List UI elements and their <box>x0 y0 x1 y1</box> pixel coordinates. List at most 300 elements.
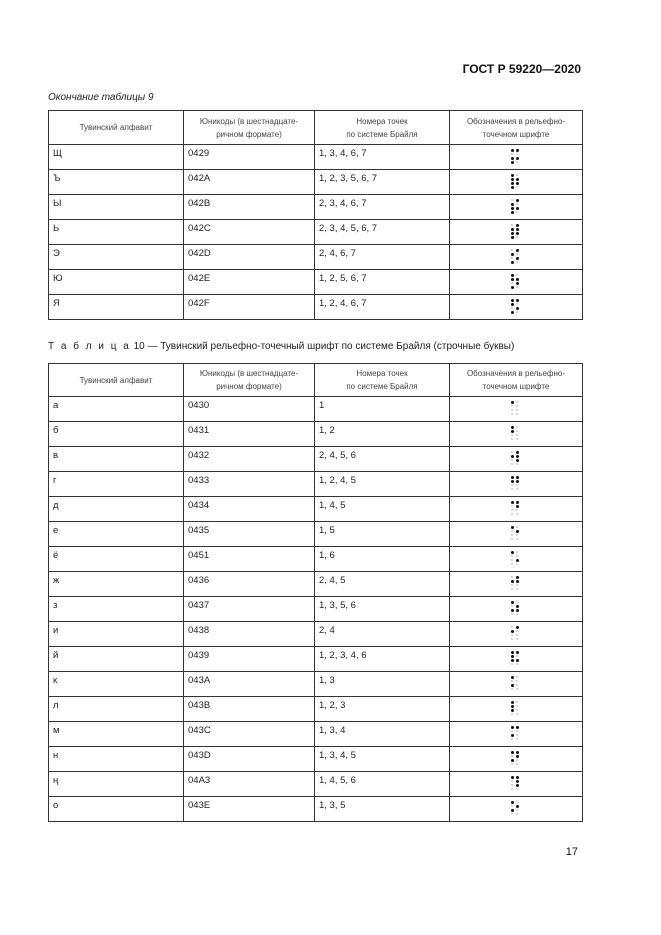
braille-dot <box>511 311 514 314</box>
dot-numbers-cell: 1, 3, 5 <box>315 797 450 822</box>
letter-cell: л <box>49 697 184 722</box>
column-header-alphabet: Тувинский алфавит <box>49 364 184 397</box>
braille-dot <box>511 236 514 239</box>
table-row <box>49 270 583 295</box>
braille-cell <box>450 797 583 822</box>
braille-cell <box>450 245 583 270</box>
table-row <box>49 597 583 622</box>
braille-dot <box>516 261 518 263</box>
braille-dot <box>511 676 514 679</box>
braille-dot <box>516 199 519 202</box>
letter-cell: Ь <box>49 220 184 245</box>
braille-dot <box>511 763 513 765</box>
dot-numbers-cell: 2, 4, 5, 6 <box>315 447 450 472</box>
braille-dot <box>516 788 518 790</box>
braille-dot <box>511 463 513 465</box>
braille-dot <box>511 434 513 436</box>
braille-dot <box>511 211 514 214</box>
braille-dot <box>511 784 513 786</box>
braille-symbol <box>511 174 521 190</box>
braille-dot <box>516 232 519 235</box>
letter-cell: Ъ <box>49 170 184 195</box>
braille-symbol <box>511 726 521 742</box>
braille-symbol <box>511 401 521 417</box>
braille-dot <box>516 278 519 281</box>
braille-dot <box>511 232 514 235</box>
unicode-cell: 043C <box>184 722 315 747</box>
unicode-cell: 043E <box>184 797 315 822</box>
braille-cell <box>450 170 583 195</box>
braille-cell <box>450 472 583 497</box>
braille-dot <box>516 705 518 707</box>
braille-dot <box>511 278 514 281</box>
braille-dot <box>516 224 519 227</box>
braille-dot <box>511 705 514 708</box>
dot-numbers-cell: 1, 2, 3 <box>315 697 450 722</box>
unicode-cell: 0433 <box>184 472 315 497</box>
page-number: 17 <box>565 846 578 858</box>
braille-dot <box>511 609 514 612</box>
table-row <box>49 722 583 747</box>
braille-cell <box>450 397 583 422</box>
braille-dot <box>516 626 519 629</box>
braille-dot <box>511 282 513 284</box>
braille-cell <box>450 497 583 522</box>
dot-numbers-cell: 1, 4, 5, 6 <box>315 772 450 797</box>
braille-cell <box>450 447 583 472</box>
braille-symbol <box>511 299 521 315</box>
braille-dot <box>516 759 518 761</box>
braille-dot <box>511 186 514 189</box>
braille-dot <box>516 274 518 276</box>
braille-dot <box>516 236 518 238</box>
braille-dot <box>516 588 518 590</box>
table-row <box>49 547 583 572</box>
braille-dot <box>516 809 518 811</box>
braille-dot <box>516 680 518 682</box>
braille-dot <box>511 484 513 486</box>
braille-cell <box>450 622 583 647</box>
braille-dot <box>516 513 518 515</box>
table-row <box>49 697 583 722</box>
braille-dot <box>511 651 514 654</box>
unicode-cell: 0430 <box>184 397 315 422</box>
braille-symbol <box>511 274 521 290</box>
braille-dot <box>516 434 518 436</box>
dot-numbers-cell: 1, 2, 4, 5 <box>315 472 450 497</box>
braille-dot <box>511 501 514 504</box>
braille-dot <box>516 174 518 176</box>
braille-dot <box>516 286 518 288</box>
braille-dot <box>516 755 519 758</box>
braille-dot <box>511 430 514 433</box>
braille-dot <box>516 776 519 779</box>
letter-cell: й <box>49 647 184 672</box>
braille-dot <box>516 430 518 432</box>
dot-numbers-cell: 1, 3, 5, 6 <box>315 597 450 622</box>
braille-symbol <box>511 676 521 692</box>
unicode-cell: 0439 <box>184 647 315 672</box>
dot-numbers-cell: 1, 2, 3, 5, 6, 7 <box>315 170 450 195</box>
dot-numbers-cell: 1, 2, 3, 4, 6 <box>315 647 450 672</box>
braille-dot <box>516 701 518 703</box>
braille-dot <box>511 307 513 309</box>
braille-dot <box>516 559 519 562</box>
braille-dot <box>516 488 518 490</box>
braille-dot <box>516 651 519 654</box>
braille-cell <box>450 547 583 572</box>
column-header-dot-numbers: Номера точек по системе Брайля <box>315 364 450 397</box>
braille-cell <box>450 647 583 672</box>
letter-cell: к <box>49 672 184 697</box>
letter-cell: д <box>49 497 184 522</box>
table-row <box>49 772 583 797</box>
braille-dot <box>516 726 519 729</box>
braille-dot <box>516 555 518 557</box>
braille-dot <box>516 211 518 213</box>
braille-dot <box>511 588 513 590</box>
braille-cell <box>450 722 583 747</box>
unicode-cell: 0435 <box>184 522 315 547</box>
braille-cell <box>450 220 583 245</box>
braille-dot <box>511 157 514 160</box>
braille-dot <box>511 274 514 277</box>
braille-dot <box>516 501 519 504</box>
braille-dot <box>511 480 514 483</box>
dot-numbers-cell: 2, 3, 4, 6, 7 <box>315 195 450 220</box>
braille-dot <box>516 463 518 465</box>
unicode-cell: 042A <box>184 170 315 195</box>
letter-cell: Э <box>49 245 184 270</box>
braille-dot <box>511 626 513 628</box>
braille-dot <box>516 613 518 615</box>
braille-dot <box>511 249 513 251</box>
dot-numbers-cell: 1, 2 <box>315 422 450 447</box>
braille-dot <box>511 174 514 177</box>
braille-dot <box>516 203 518 205</box>
braille-dot <box>516 409 518 411</box>
braille-dot <box>516 551 518 553</box>
letter-cell: з <box>49 597 184 622</box>
braille-dot <box>511 634 513 636</box>
braille-dot <box>511 303 514 306</box>
table-row <box>49 195 583 220</box>
braille-symbol <box>511 476 521 492</box>
table-row <box>49 295 583 320</box>
dot-numbers-cell: 1, 5 <box>315 522 450 547</box>
braille-dot <box>511 426 514 429</box>
braille-dot <box>516 438 518 440</box>
unicode-cell: 043D <box>184 747 315 772</box>
braille-dot <box>516 303 518 305</box>
table-row <box>49 472 583 497</box>
unicode-cell: 043A <box>184 672 315 697</box>
dot-numbers-cell: 1, 6 <box>315 547 450 572</box>
letter-cell: и <box>49 622 184 647</box>
braille-dot <box>511 178 514 181</box>
braille-dot <box>516 311 518 313</box>
unicode-cell: 0432 <box>184 447 315 472</box>
dot-numbers-cell: 1 <box>315 397 450 422</box>
braille-dot <box>516 576 519 579</box>
braille-dot <box>516 178 519 181</box>
braille-dot <box>511 638 513 640</box>
braille-symbol <box>511 224 521 240</box>
letter-cell: н <box>49 747 184 772</box>
column-header-dot-numbers: Номера точек по системе Брайля <box>315 111 450 145</box>
braille-dot <box>511 738 513 740</box>
letter-cell: ё <box>49 547 184 572</box>
braille-dot <box>516 584 518 586</box>
braille-dot <box>511 576 513 578</box>
braille-dot <box>516 638 518 640</box>
braille-dot <box>516 601 518 603</box>
braille-dot <box>511 405 513 407</box>
braille-dot <box>511 455 514 458</box>
letter-cell: м <box>49 722 184 747</box>
braille-symbol <box>511 199 521 215</box>
braille-dot <box>511 182 514 185</box>
unicode-cell: 0436 <box>184 572 315 597</box>
braille-dot <box>516 605 519 608</box>
table-row <box>49 497 583 522</box>
letter-cell: в <box>49 447 184 472</box>
braille-dot <box>516 609 519 612</box>
column-header-braille: Обозначения в рельефно- точечном шрифте <box>450 364 583 397</box>
unicode-cell: 042C <box>184 220 315 245</box>
braille-symbol <box>511 801 521 817</box>
braille-dot <box>511 559 513 561</box>
braille-dot <box>516 630 518 632</box>
braille-dot <box>511 730 513 732</box>
table10-caption-text: 10 — Тувинский рельефно-точечный шрифт по системе Брайля (строчные буквы) <box>133 341 515 352</box>
braille-dot <box>516 655 518 657</box>
letter-cell: е <box>49 522 184 547</box>
braille-dot <box>516 459 519 462</box>
dot-numbers-cell: 1, 3, 4 <box>315 722 450 747</box>
unicode-cell: 0451 <box>184 547 315 572</box>
unicode-cell: 0431 <box>184 422 315 447</box>
braille-symbol <box>511 701 521 717</box>
letter-cell: а <box>49 397 184 422</box>
braille-dot <box>516 426 518 428</box>
braille-symbol <box>511 576 521 592</box>
braille-dot <box>516 780 519 783</box>
document-header: ГОСТ Р 59220—2020 <box>462 62 581 76</box>
table-row <box>49 797 583 822</box>
braille-dot <box>511 459 513 461</box>
table-row <box>49 747 583 772</box>
braille-dot <box>511 605 513 607</box>
braille-dot <box>516 663 518 665</box>
braille-dot <box>516 784 519 787</box>
braille-symbol <box>511 651 521 667</box>
braille-dot <box>511 734 514 737</box>
braille-dot <box>516 688 518 690</box>
braille-dot <box>511 409 513 411</box>
braille-dot <box>516 257 519 260</box>
dot-numbers-cell: 1, 3 <box>315 672 450 697</box>
braille-dot <box>511 505 513 507</box>
braille-cell <box>450 145 583 170</box>
column-header-unicode: Юникоды (в шестнадцате- ричном формате) <box>184 111 315 145</box>
braille-dot <box>511 207 514 210</box>
table-row <box>49 422 583 447</box>
braille-symbol <box>511 551 521 567</box>
braille-dot <box>516 207 519 210</box>
table-row <box>49 245 583 270</box>
dot-numbers-cell: 2, 4, 6, 7 <box>315 245 450 270</box>
unicode-cell: 042F <box>184 295 315 320</box>
braille-dot <box>511 286 514 289</box>
braille-dot <box>516 282 519 285</box>
braille-dot <box>511 476 514 479</box>
unicode-cell: 04A3 <box>184 772 315 797</box>
unicode-cell: 042D <box>184 245 315 270</box>
braille-dot <box>516 476 519 479</box>
braille-dot <box>516 801 518 803</box>
braille-dot <box>511 224 513 226</box>
braille-cell <box>450 697 583 722</box>
table-9 <box>48 110 583 320</box>
braille-dot <box>511 813 513 815</box>
braille-dot <box>511 801 514 804</box>
table-row <box>49 145 583 170</box>
braille-cell <box>450 422 583 447</box>
braille-dot <box>511 253 514 256</box>
braille-cell <box>450 195 583 220</box>
braille-dot <box>516 634 518 636</box>
braille-cell <box>450 270 583 295</box>
braille-dot <box>511 713 513 715</box>
braille-dot <box>511 413 513 415</box>
table-header-row <box>49 111 583 145</box>
braille-dot <box>511 203 514 206</box>
braille-dot <box>511 161 514 164</box>
braille-dot <box>516 813 518 815</box>
braille-dot <box>511 584 513 586</box>
braille-dot <box>516 738 518 740</box>
braille-dot <box>516 249 519 252</box>
braille-symbol <box>511 526 521 542</box>
unicode-cell: 0434 <box>184 497 315 522</box>
braille-dot <box>516 228 519 231</box>
braille-dot <box>511 580 514 583</box>
dot-numbers-cell: 1, 3, 4, 6, 7 <box>315 145 450 170</box>
braille-dot <box>511 659 514 662</box>
letter-cell: Ю <box>49 270 184 295</box>
braille-dot <box>516 153 518 155</box>
braille-dot <box>516 763 518 765</box>
table-row <box>49 647 583 672</box>
braille-dot <box>516 299 519 302</box>
braille-dot <box>516 455 519 458</box>
braille-dot <box>511 701 514 704</box>
letter-cell: Ы <box>49 195 184 220</box>
braille-dot <box>516 307 519 310</box>
dot-numbers-cell: 1, 2, 4, 6, 7 <box>315 295 450 320</box>
braille-symbol <box>511 149 521 165</box>
braille-dot <box>511 530 513 532</box>
braille-dot <box>516 534 518 536</box>
braille-dot <box>511 630 514 633</box>
braille-dot <box>511 601 514 604</box>
braille-dot <box>511 228 514 231</box>
braille-dot <box>511 663 513 665</box>
braille-dot <box>516 161 518 163</box>
braille-dot <box>516 509 518 511</box>
unicode-cell: 0437 <box>184 597 315 622</box>
dot-numbers-cell: 2, 3, 4, 5, 6, 7 <box>315 220 450 245</box>
unicode-cell: 0429 <box>184 145 315 170</box>
braille-dot <box>511 153 513 155</box>
braille-dot <box>511 751 514 754</box>
table-row <box>49 672 583 697</box>
column-header-alphabet: Тувинский алфавит <box>49 111 184 145</box>
braille-dot <box>511 776 514 779</box>
braille-dot <box>516 182 519 185</box>
braille-dot <box>516 684 518 686</box>
braille-symbol <box>511 426 521 442</box>
braille-dot <box>511 299 514 302</box>
braille-cell <box>450 597 583 622</box>
table-header-row <box>49 364 583 397</box>
letter-cell: б <box>49 422 184 447</box>
column-header-unicode: Юникоды (в шестнадцате- ричном формате) <box>184 364 315 397</box>
letter-cell: г <box>49 472 184 497</box>
letter-cell: о <box>49 797 184 822</box>
braille-dot <box>511 709 514 712</box>
braille-symbol <box>511 776 521 792</box>
dot-numbers-cell: 2, 4 <box>315 622 450 647</box>
braille-dot <box>511 809 514 812</box>
braille-dot <box>511 513 513 515</box>
braille-cell <box>450 747 583 772</box>
braille-dot <box>511 684 514 687</box>
braille-dot <box>511 199 513 201</box>
table-row <box>49 522 583 547</box>
braille-dot <box>516 530 519 533</box>
braille-symbol <box>511 626 521 642</box>
braille-dot <box>516 538 518 540</box>
braille-cell <box>450 772 583 797</box>
braille-dot <box>511 401 514 404</box>
braille-dot <box>516 563 518 565</box>
dot-numbers-cell: 1, 4, 5 <box>315 497 450 522</box>
column-header-braille: Обозначения в рельефно- точечном шрифте <box>450 111 583 145</box>
braille-cell <box>450 672 583 697</box>
table10-caption-label: Т а б л и ц а <box>48 341 131 352</box>
braille-dot <box>516 451 519 454</box>
braille-dot <box>511 563 513 565</box>
braille-dot <box>511 555 513 557</box>
braille-dot <box>511 438 513 440</box>
unicode-cell: 042E <box>184 270 315 295</box>
letter-cell: ң <box>49 772 184 797</box>
braille-dot <box>511 551 514 554</box>
braille-dot <box>516 713 518 715</box>
braille-dot <box>516 734 518 736</box>
table-row <box>49 572 583 597</box>
braille-symbol <box>511 451 521 467</box>
braille-dot <box>516 751 519 754</box>
braille-dot <box>511 680 513 682</box>
braille-dot <box>511 257 513 259</box>
table-row <box>49 447 583 472</box>
braille-dot <box>516 730 518 732</box>
braille-dot <box>511 509 513 511</box>
braille-dot <box>511 149 514 152</box>
